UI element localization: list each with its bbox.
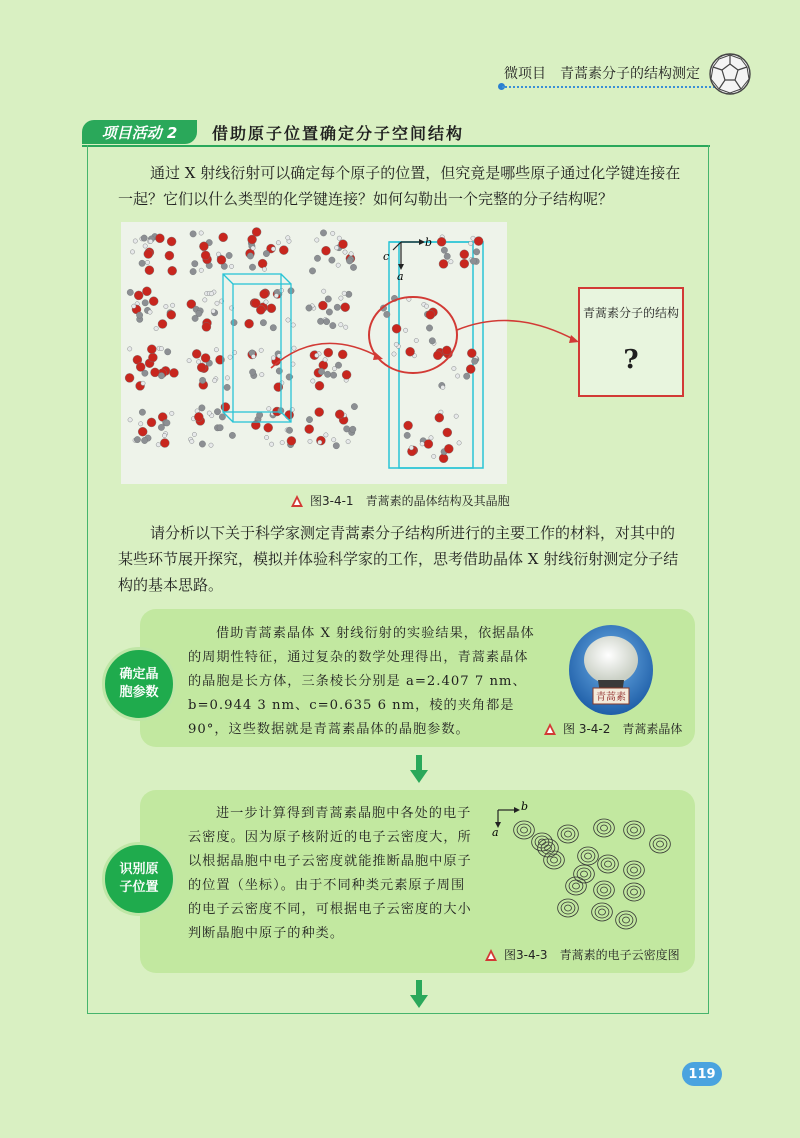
atom [264, 423, 273, 432]
atom [443, 428, 452, 437]
atom [217, 255, 226, 264]
atom [452, 366, 456, 370]
atom [466, 365, 475, 374]
triangle-icon [543, 722, 557, 736]
atom [156, 443, 160, 447]
atom [159, 346, 163, 350]
atom [470, 258, 476, 264]
svg-text:a: a [492, 826, 499, 839]
unit-cell-atoms [380, 235, 483, 463]
atom [258, 259, 267, 268]
step-label-atom-positions: 识别原子位置 [102, 842, 176, 916]
atom [426, 325, 432, 331]
atom [165, 349, 171, 355]
atom [158, 320, 167, 329]
figure3-caption [484, 946, 680, 963]
atom [199, 268, 203, 272]
atom [335, 410, 344, 419]
atom [130, 250, 134, 254]
artemisinin-crystal-photo [568, 624, 654, 716]
atom [270, 325, 276, 331]
down-arrow-icon [410, 980, 428, 1008]
atom [143, 244, 147, 248]
atom [320, 230, 326, 236]
atom [260, 372, 264, 376]
atom [392, 324, 401, 333]
atom [403, 328, 407, 332]
atom [267, 304, 276, 313]
atom [439, 454, 448, 463]
atom [192, 261, 198, 267]
unknown-structure-label: 青蒿素分子的结构 [582, 306, 679, 320]
atom [449, 260, 453, 264]
atom [259, 348, 263, 352]
atom [329, 257, 335, 263]
atom [141, 381, 145, 385]
atom [279, 246, 288, 255]
atom [127, 289, 133, 295]
atom [249, 369, 255, 375]
atom [192, 349, 201, 358]
atom [142, 287, 151, 296]
atom [318, 301, 327, 310]
svg-text:b: b [521, 800, 529, 813]
atom [197, 363, 206, 372]
atom [168, 266, 177, 275]
atom [202, 322, 211, 331]
atom [164, 304, 168, 308]
density-contour [585, 853, 592, 859]
atom [147, 418, 156, 427]
fullerene-icon [708, 52, 752, 96]
step-text-atom-positions: 进一步计算得到青蒿素晶胞中各处的电子云密度。因为原子核附近的电子云密度大，所以根据晶胞中电子云密度就能推断晶胞中原子的位置（坐标）。由于不同种类元素原子周围的电子云密度不同，可根据电子云密度的大小判断晶胞中原子的种类。 [188, 806, 472, 941]
atom [164, 420, 170, 426]
density-contour [569, 880, 583, 892]
atom [260, 320, 266, 326]
atom [155, 234, 164, 243]
atom [199, 441, 205, 447]
atom [260, 290, 269, 299]
atom [306, 305, 312, 311]
atom [330, 372, 336, 378]
activity-badge: 项目活动 2 [82, 120, 197, 144]
density-contour [581, 850, 595, 862]
atom [332, 438, 336, 442]
atom [226, 252, 232, 258]
atom [221, 403, 230, 412]
atom [339, 323, 343, 327]
atom [292, 346, 296, 350]
atom [322, 289, 326, 293]
atom [148, 310, 152, 314]
atom [311, 379, 315, 383]
atom [315, 353, 319, 357]
density-contour [601, 825, 608, 831]
atom [444, 444, 453, 453]
intro-paragraph: 通过 X 射线衍射可以确定每个原子的位置，但究竟是哪些原子通过化学键连接在一起？它们以什么类型的化学键连接？如何勾勒出一个完整的分子结构呢？ [118, 164, 681, 208]
atom [149, 239, 153, 243]
atom [209, 443, 213, 447]
atom [335, 362, 341, 368]
atom [141, 235, 147, 241]
atom [207, 411, 211, 415]
atom [192, 432, 196, 436]
atom [194, 412, 203, 421]
atom [128, 418, 132, 422]
running-header-title: 微项目 青蒿素分子的结构测定 [504, 66, 700, 82]
atom [267, 407, 271, 411]
atom [305, 425, 314, 434]
atom [162, 433, 166, 437]
atom [426, 310, 435, 319]
atom [264, 435, 268, 439]
atom [317, 318, 323, 324]
density-contour [619, 914, 633, 926]
atom [214, 348, 218, 352]
atom [165, 251, 174, 260]
atom [264, 300, 268, 304]
atom [341, 303, 350, 312]
atom [315, 238, 319, 242]
atom [324, 371, 330, 377]
atom [474, 237, 483, 246]
atom [251, 354, 255, 358]
atom [196, 310, 202, 316]
atom [211, 309, 215, 313]
atom [219, 414, 225, 420]
atom [429, 436, 433, 440]
atom [142, 300, 148, 306]
atom [330, 322, 336, 328]
atom [219, 233, 228, 242]
density-contour [595, 906, 609, 918]
atom [424, 440, 433, 449]
lattice-atoms [125, 228, 357, 449]
unknown-structure-box [578, 287, 684, 397]
atom [344, 325, 348, 329]
atom [435, 413, 444, 422]
atom [247, 253, 253, 259]
atom [322, 246, 331, 255]
density-contour [597, 884, 611, 896]
atom [441, 385, 445, 389]
atom [214, 409, 220, 415]
question-mark: ? [623, 345, 639, 375]
atom [149, 297, 158, 306]
density-contour [517, 824, 531, 836]
svg-text:青蒿素: 青蒿素 [596, 692, 626, 703]
atom [201, 251, 210, 260]
density-contour [545, 845, 552, 851]
figure2-caption [543, 720, 682, 737]
atom [134, 291, 143, 300]
atom [228, 355, 232, 359]
atom [384, 311, 390, 317]
figure1-caption [290, 492, 510, 509]
atom [460, 259, 469, 268]
density-contour [657, 841, 664, 847]
density-contour [565, 831, 572, 837]
density-contour [599, 909, 606, 915]
atom [331, 231, 335, 235]
atom [342, 291, 346, 295]
atom [409, 446, 413, 450]
density-contour [577, 868, 591, 880]
instruction-paragraph: 请分析以下关于科学家测定青蒿素分子结构所进行的主要工作的材料，对其中的某些环节展开探究，模拟并体验科学家的工作，思考借助晶体 X 射线衍射测定分子结构的基本思路。 [118, 524, 679, 594]
atom [167, 310, 176, 319]
density-contour [627, 824, 641, 836]
density-contour [623, 917, 630, 923]
atom [314, 255, 320, 261]
density-contour [573, 883, 580, 889]
atom [351, 403, 357, 409]
density-contour [601, 887, 608, 893]
atom [269, 442, 273, 446]
density-contour [561, 828, 575, 840]
atom [306, 416, 312, 422]
atom [433, 351, 442, 360]
atom [139, 409, 145, 415]
triangle-icon [290, 494, 304, 508]
step-text-lattice-parameters: 借助青蒿素晶体 X 射线衍射的实验结果，依据晶体的周期性特征，通过复杂的数学处理得出，青蒿素晶体的晶胞是长方体，三条棱长分别是 a=2.407 7 nm、b=0.944 3 nm、c=0.635 6 nm，棱的夹角都是 90°，这些数据就是青蒿素晶体的晶胞参数。 [188, 626, 535, 737]
atom [337, 236, 341, 240]
density-contour [627, 886, 641, 898]
atom [280, 440, 284, 444]
atom [263, 250, 269, 256]
atom [136, 312, 142, 318]
figure2-caption-text: 图 3-4-2 青蒿素晶体 [563, 722, 683, 736]
density-contours [514, 819, 671, 929]
atom [276, 241, 280, 245]
atom [209, 292, 213, 296]
atom [213, 378, 217, 382]
atom [251, 246, 255, 250]
atom [444, 253, 450, 259]
atom [339, 296, 343, 300]
atom [286, 427, 292, 433]
page-number: 119 [682, 1062, 722, 1086]
atom [469, 241, 473, 245]
atom [141, 437, 147, 443]
svg-text:a: a [397, 270, 404, 283]
atom [350, 426, 356, 432]
electron-density-map [484, 800, 684, 940]
atom [217, 425, 223, 431]
density-contour [631, 867, 638, 873]
atom [286, 236, 290, 240]
atom [334, 304, 340, 310]
atom [414, 338, 418, 342]
atom [203, 298, 207, 302]
atom [160, 439, 169, 448]
atom [454, 414, 458, 418]
atom [323, 358, 327, 362]
atom [139, 422, 143, 426]
atom [190, 439, 194, 443]
atom [199, 377, 205, 383]
atom [190, 268, 196, 274]
atom [170, 303, 174, 307]
atom [308, 439, 312, 443]
density-contour [561, 902, 575, 914]
atom [318, 368, 324, 374]
atom [424, 304, 428, 308]
atom [134, 436, 140, 442]
density-contour [631, 827, 638, 833]
atom [249, 264, 255, 270]
atom [158, 424, 164, 430]
atom [199, 231, 203, 235]
atom [325, 296, 331, 302]
atom [248, 235, 257, 244]
atom [326, 309, 332, 315]
atom [287, 436, 296, 445]
atom [128, 347, 132, 351]
density-contour [605, 861, 612, 867]
atom [190, 231, 196, 237]
atom [201, 354, 210, 363]
atom [170, 368, 179, 377]
atom [133, 239, 137, 243]
header-rule [502, 86, 722, 88]
atom [251, 299, 260, 308]
atom [394, 342, 398, 346]
figure1-caption-text: 图3-4-1 青蒿素的晶体结构及其晶胞 [310, 494, 510, 508]
atom [286, 318, 290, 322]
unit-cell-axes [383, 236, 432, 283]
atom [139, 260, 145, 266]
atom [467, 349, 476, 358]
atom [318, 440, 322, 444]
atom [256, 412, 262, 418]
atom [132, 304, 136, 308]
atom [274, 294, 278, 298]
atom [199, 242, 208, 251]
atom [333, 443, 339, 449]
density-contour [565, 905, 572, 911]
atom [429, 338, 435, 344]
atom [170, 411, 174, 415]
density-contour [581, 871, 588, 877]
atom [472, 358, 478, 364]
atom [420, 442, 424, 446]
atom [439, 259, 448, 268]
atom [334, 246, 338, 250]
atom [262, 267, 266, 271]
atom [158, 373, 164, 379]
atom [406, 347, 415, 356]
atom [473, 249, 479, 255]
atom [324, 433, 328, 437]
atom [187, 358, 191, 362]
atom [138, 427, 147, 436]
atom [392, 352, 396, 356]
atom [245, 319, 254, 328]
atom [464, 373, 470, 379]
atom [167, 237, 176, 246]
down-arrow-icon [410, 755, 428, 783]
atom [148, 353, 157, 362]
atom [346, 258, 352, 264]
atom [342, 370, 351, 379]
atom [323, 318, 329, 324]
atom [457, 441, 461, 445]
activity-title: 借助原子位置确定分子空间结构 [212, 124, 465, 143]
atom [229, 264, 233, 268]
atom [336, 263, 340, 267]
atom [338, 350, 347, 359]
atom [319, 361, 328, 370]
density-contour [631, 889, 638, 895]
atom [144, 250, 153, 259]
atom [346, 439, 350, 443]
atom [271, 247, 275, 251]
step-label-lattice-parameters: 确定晶胞参数 [102, 647, 176, 721]
density-contour [551, 857, 558, 863]
atom [224, 384, 230, 390]
atom [432, 454, 436, 458]
atom [271, 356, 275, 360]
density-contour [601, 858, 615, 870]
atom [404, 421, 413, 430]
atom [136, 363, 145, 372]
atom [437, 237, 446, 246]
atom [324, 348, 333, 357]
density-contour [521, 827, 528, 833]
atom [199, 405, 205, 411]
atom [346, 291, 352, 297]
atom [315, 408, 324, 417]
atom [229, 432, 235, 438]
atom [125, 373, 134, 382]
svg-text:c: c [383, 250, 390, 263]
figure3-caption-text: 图3-4-3 青蒿素的电子云密度图 [504, 948, 680, 962]
atom [339, 240, 348, 249]
atom [215, 301, 219, 305]
svg-text:b: b [425, 236, 433, 249]
density-contour [597, 822, 611, 834]
atom [147, 345, 156, 354]
atom [349, 252, 353, 256]
atom [441, 247, 447, 253]
triangle-icon [484, 948, 498, 962]
atom [455, 374, 459, 378]
atom [350, 264, 356, 270]
atom [309, 268, 315, 274]
atom [442, 346, 451, 355]
atom [460, 250, 469, 259]
density-contour [653, 838, 667, 850]
atom [343, 250, 347, 254]
atom [145, 260, 149, 264]
atom [154, 326, 158, 330]
atom [291, 323, 295, 327]
atom [231, 319, 237, 325]
density-contour [627, 864, 641, 876]
atom [315, 381, 324, 390]
atom [145, 266, 154, 275]
atom [225, 376, 229, 380]
atom [404, 432, 410, 438]
